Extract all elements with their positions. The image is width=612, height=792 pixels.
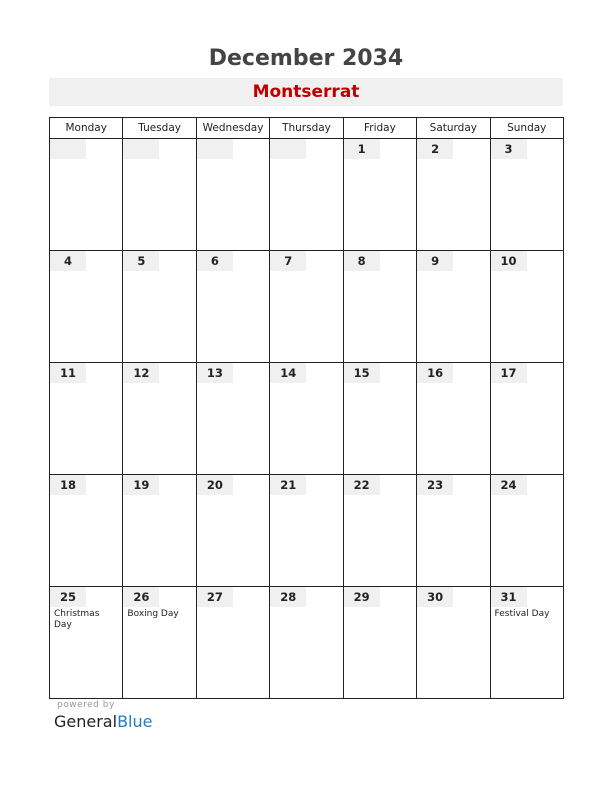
day-cell bbox=[196, 363, 269, 475]
day-cell bbox=[417, 139, 490, 251]
day-cell bbox=[50, 475, 123, 587]
day-number: 15 bbox=[344, 363, 380, 383]
day-cell bbox=[490, 363, 563, 475]
weekday-header: Wednesday bbox=[196, 118, 269, 139]
day-cell bbox=[196, 139, 269, 251]
day-cell bbox=[270, 587, 343, 699]
week-row bbox=[50, 475, 564, 587]
day-number bbox=[270, 139, 306, 159]
day-cell bbox=[343, 139, 416, 251]
brand-general-text: General bbox=[54, 712, 118, 731]
day-number: 23 bbox=[417, 475, 453, 495]
day-cell bbox=[490, 139, 563, 251]
week-row bbox=[50, 139, 564, 251]
holiday-label: Boxing Day bbox=[127, 609, 179, 619]
day-number: 1 bbox=[344, 139, 380, 159]
day-cell bbox=[50, 363, 123, 475]
day-cell bbox=[123, 475, 196, 587]
day-cell bbox=[343, 251, 416, 363]
day-number: 20 bbox=[197, 475, 233, 495]
day-cell bbox=[490, 475, 563, 587]
day-cell bbox=[123, 363, 196, 475]
day-number bbox=[197, 139, 233, 159]
weekday-header: Thursday bbox=[270, 118, 343, 139]
day-number: 11 bbox=[50, 363, 86, 383]
day-number: 31 bbox=[491, 587, 527, 607]
day-cell bbox=[343, 587, 416, 699]
week-row bbox=[50, 587, 564, 699]
holiday-label: Festival Day bbox=[494, 609, 550, 619]
weekday-header: Monday bbox=[50, 118, 123, 139]
day-number: 16 bbox=[417, 363, 453, 383]
day-cell bbox=[490, 587, 563, 699]
day-number: 9 bbox=[417, 251, 453, 271]
day-number: 14 bbox=[270, 363, 306, 383]
day-number: 17 bbox=[491, 363, 527, 383]
day-number: 28 bbox=[270, 587, 306, 607]
day-number: 7 bbox=[270, 251, 306, 271]
weekday-header-row bbox=[50, 118, 564, 139]
day-number: 25 bbox=[50, 587, 86, 607]
day-cell bbox=[123, 139, 196, 251]
day-cell bbox=[417, 587, 490, 699]
brand-blue-text: Blue bbox=[117, 712, 153, 731]
day-cell bbox=[417, 363, 490, 475]
weekday-header: Tuesday bbox=[123, 118, 196, 139]
day-cell bbox=[270, 475, 343, 587]
week-row bbox=[50, 363, 564, 475]
day-cell bbox=[50, 251, 123, 363]
day-number: 19 bbox=[123, 475, 159, 495]
day-number: 4 bbox=[50, 251, 86, 271]
day-cell bbox=[123, 251, 196, 363]
weekday-header: Friday bbox=[343, 118, 416, 139]
day-cell bbox=[196, 475, 269, 587]
holiday-label: Christmas Day bbox=[54, 609, 100, 630]
week-row bbox=[50, 251, 564, 363]
day-number: 18 bbox=[50, 475, 86, 495]
day-cell bbox=[270, 139, 343, 251]
day-number: 22 bbox=[344, 475, 380, 495]
powered-by-text: powered by bbox=[57, 700, 115, 710]
weekday-header: Sunday bbox=[490, 118, 563, 139]
day-number: 8 bbox=[344, 251, 380, 271]
day-number: 24 bbox=[491, 475, 527, 495]
day-number: 29 bbox=[344, 587, 380, 607]
day-number: 10 bbox=[491, 251, 527, 271]
day-cell bbox=[123, 587, 196, 699]
day-cell bbox=[417, 475, 490, 587]
page-title: December 2034 bbox=[208, 46, 404, 71]
day-number: 26 bbox=[123, 587, 159, 607]
day-number: 27 bbox=[197, 587, 233, 607]
day-cell bbox=[196, 251, 269, 363]
day-number: 3 bbox=[491, 139, 527, 159]
day-number: 13 bbox=[197, 363, 233, 383]
country-name: Montserrat bbox=[49, 78, 563, 106]
day-number: 12 bbox=[123, 363, 159, 383]
day-cell bbox=[50, 587, 123, 699]
day-cell bbox=[490, 251, 563, 363]
day-cell bbox=[343, 363, 416, 475]
day-number bbox=[123, 139, 159, 159]
day-number: 2 bbox=[417, 139, 453, 159]
day-number: 30 bbox=[417, 587, 453, 607]
brand-logo[interactable] bbox=[54, 712, 152, 731]
day-cell bbox=[270, 251, 343, 363]
calendar-grid bbox=[49, 117, 564, 699]
day-number bbox=[50, 139, 86, 159]
day-number: 5 bbox=[123, 251, 159, 271]
day-cell bbox=[343, 475, 416, 587]
day-cell bbox=[50, 139, 123, 251]
day-number: 6 bbox=[197, 251, 233, 271]
day-cell bbox=[270, 363, 343, 475]
day-number: 21 bbox=[270, 475, 306, 495]
day-cell bbox=[417, 251, 490, 363]
weekday-header: Saturday bbox=[417, 118, 490, 139]
day-cell bbox=[196, 587, 269, 699]
